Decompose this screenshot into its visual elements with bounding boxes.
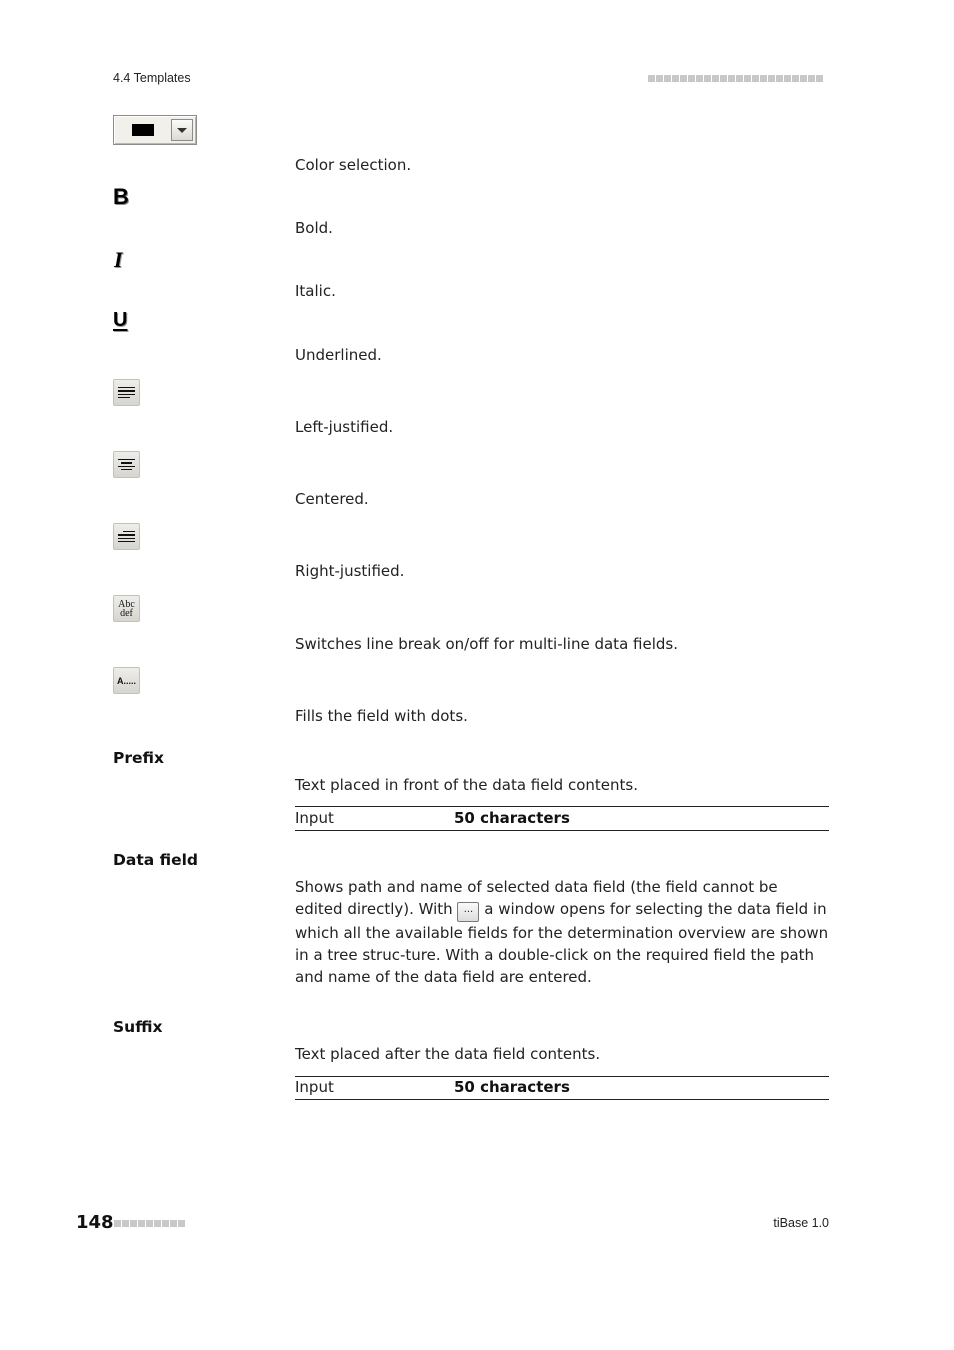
table-rule-bottom — [295, 1099, 829, 1100]
table-rule-top — [295, 806, 829, 807]
prefix-input-value: 50 characters — [454, 809, 570, 827]
table-rule-top — [295, 1076, 829, 1077]
italic-icon: I — [114, 247, 123, 272]
align-left-icon — [113, 379, 140, 406]
line-break-icon — [113, 595, 140, 622]
item-description: Switches line break on/off for multi-line data fields. — [295, 635, 678, 653]
fill-dots-icon — [113, 667, 140, 694]
line-break-icon-bottom: def — [120, 607, 133, 619]
item-description: Fills the field with dots. — [295, 707, 468, 725]
data-field-text-after: a window opens for selecting the data field in which all the available fields for the determination overview are shown in a tree struc-ture. With a double-click on the required field the path and name of the data field are entered. — [295, 900, 829, 986]
page-number: 148 — [76, 1212, 114, 1233]
line-break-icon-top: Abc — [118, 598, 135, 610]
chevron-down-icon — [171, 119, 193, 141]
suffix-input-value: 50 characters — [454, 1078, 570, 1096]
suffix-heading: Suffix — [113, 1018, 163, 1036]
suffix-description: Text placed after the data field contents. — [295, 1045, 601, 1063]
table-rule-bottom — [295, 830, 829, 831]
bold-icon: B — [113, 184, 129, 209]
item-description: Italic. — [295, 282, 336, 300]
fill-dots-icon-glyph: A..... — [116, 675, 136, 686]
product-name: tiBase 1.0 — [773, 1216, 829, 1230]
data-field-heading: Data field — [113, 851, 199, 869]
align-right-icon — [113, 523, 140, 550]
browse-button: ... — [457, 902, 479, 922]
prefix-description: Text placed in front of the data field contents. — [295, 776, 638, 794]
item-description: Left-justified. — [295, 418, 394, 436]
color-swatch — [132, 124, 154, 136]
prefix-input-label: Input — [295, 809, 334, 827]
data-field-description — [295, 876, 829, 988]
item-description: Centered. — [295, 490, 369, 508]
item-description: Color selection. — [295, 156, 412, 174]
item-description: Underlined. — [295, 346, 382, 364]
running-header-section: 4.4 Templates — [113, 71, 191, 85]
footer-dots-decoration — [114, 1220, 185, 1227]
color-selection-icon — [113, 115, 197, 145]
item-description: Bold. — [295, 219, 333, 237]
data-field-text-before: Shows path and name of selected data field (the field cannot be edited directly). With — [295, 878, 778, 918]
underline-icon: U — [113, 309, 128, 331]
header-dots-decoration — [648, 75, 823, 82]
prefix-heading: Prefix — [113, 749, 165, 767]
suffix-input-label: Input — [295, 1078, 334, 1096]
align-center-icon — [113, 451, 140, 478]
item-description: Right-justified. — [295, 562, 405, 580]
